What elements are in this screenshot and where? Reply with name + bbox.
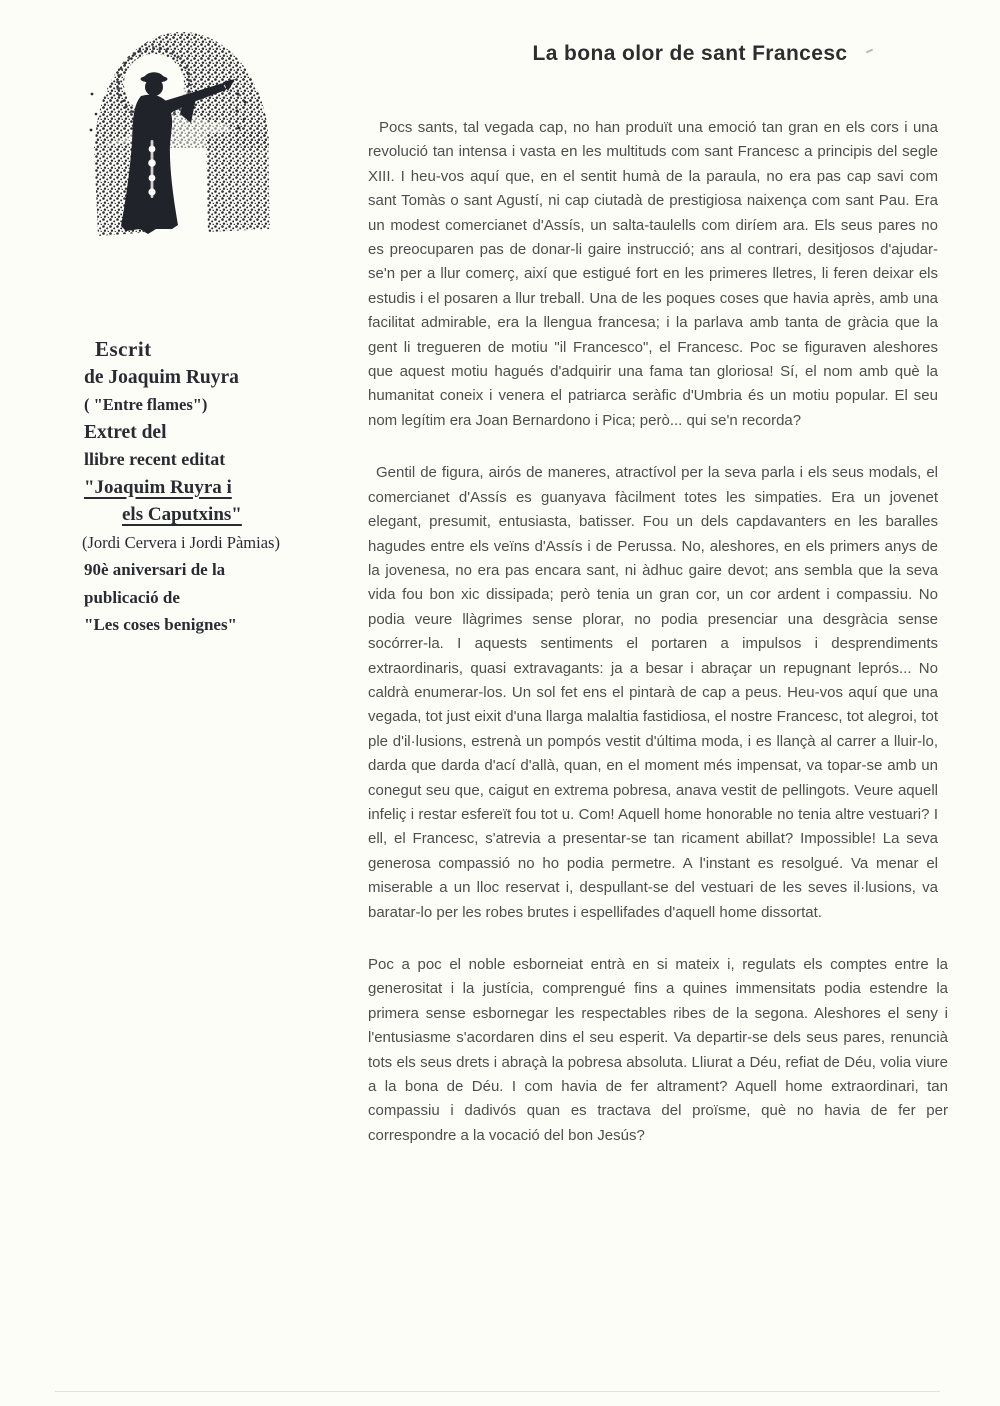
credit-editors: (Jordi Cervera i Jordi Pàmias) — [82, 532, 280, 552]
page-title: La bona olor de sant Francesc — [532, 42, 848, 65]
article-paragraph-2: Gentil de figura, airós de maneres, atractívol per la seva parla i els seus modals, el comercianet d'Assís es guanyava fàcilment totes les simpaties. Era un jovenet elegant, presumit, entusiasta, batisser. Fou un dels capdavanters en les baralles hagudes entre els veïns d'Assís i de Perussa. No, aleshores, en els primers anys de la jovenesa, no era pas encara sant, ni àdhuc gaire devot; ans sembla que la seva vida fou bon xic dissipada; però tenia un gran cor, un cor ardent i compassiu. No podia veure llàgrimes sense plorar, no podia presenciar una desgràcia sense socórrer-la. I aquests sentiments el portaren a impulsos i desprendiments extraordinaris, quasi extravagants: ja a besar i abraçar un repugnant leprós... No caldrà enumerar-los. Un sol fet ens el pintarà de cap a peus. Heu-vos aquí que una vegada, tot just eixit d'una llarga malaltia fastidiosa, el nostre Francesc, tot alegroi, tot ple d'il·lusions, estrenà un pompós vestit d'última moda, i es llançà al carrer a lluir-lo, darda que darda d'ací d'allà, quan, en el moment més impensat, va topar-se amb un conegut seu que, caigut en extrema pobresa, anava vestit de pellingots. Veure aquell infeliç i restar esfereït fou tot u. Com! Aquell home honorable no tenia altre vestuari? I ell, el Francesc, s'atrevia a presentar-se tan ricament abillat? Impossible! La seva generosa compassió no ho podia permetre. A l'instant es resolgué. Va menar el miserable a un lloc reservat i, despullant-se del vestuari de les seves il·lusions, va baratar-lo per les robes brutes i espellifades d'aquell home dissortat. — [368, 464, 938, 921]
credit-line-escrit: Escrit — [95, 337, 152, 361]
article-paragraph-1: Pocs sants, tal vegada cap, no han produït una emoció tan gran en els cors i una revolució tan intensa i vasta en les multituds com sant Francesc a principis del segle XIII. I heu-vos aquí que, en el sentit humà de la paraula, no era pas cap savi com sant Tomàs o sant Agustí, ni cap ciutadà de prestigiosa naixença com sant Pau. Era un modest comercianet d'Assís, un salta-taulells com diríem ara. Els seus pares no es preocuparen pas de donar-li gaire instrucció; ans al contrari, desitjosos d'ajudar-se'n per a llur comerç, així que estigué fort en les primeres lletres, li feren deixar els estudis i el posaren a llur treball. Una de les poques coses que havia après, amb una facilitat admirable, era la llengua francesa; i la parlava amb tanta de gràcia que la gent li tregueren de motiu "il Francesco", el Francesc. Poc se figuraven aleshores que aquest motiu hagués d'adquirir una fama tan gloriosa! Sí, el nom amb què la humanitat coneix i venera el patriarca seràfic d'Umbria és un motiu popular. El seu nom legítim era Joan Bernardono i Pica; però... qui se'n recorda? — [368, 119, 938, 429]
credit-anniversary-line-3: "Les coses benignes" — [84, 615, 237, 634]
credit-line-llibre: llibre recent editat — [84, 449, 226, 469]
article-body — [368, 116, 948, 1176]
credit-anniversary-line-1: 90è aniversari de la — [84, 560, 226, 579]
saint-francis-woodcut-illustration — [88, 22, 283, 252]
credit-line-work: ( "Entre flames") — [84, 395, 208, 414]
credit-line-author: de Joaquim Ruyra — [84, 366, 239, 388]
credit-book-title-line-1: "Joaquim Ruyra i — [84, 476, 232, 498]
credit-line-extret: Extret del — [84, 421, 167, 443]
saint-francis-woodcut-icon — [88, 22, 283, 252]
article-paragraph-3: Poc a poc el noble esborneiat entrà en si mateix i, regulats els comptes entre la generositat i la justícia, comprengué fins a quines immensitats podia estendre la primera sense esbornegar les respectables ribes de la segona. Aleshores el seny i l'entusiasme s'acordaren dins el seu esperit. Va departir-se dels seus pares, renuncià tots els seus drets i abraçà la pobresa absoluta. Lliurat a Déu, refiat de Déu, volia viure a la bona de Déu. I com havia de fer altrament? Aquell home extraordinari, tan compassiu i dadivós quan es tractava del proïsme, què no havia de fer per correspondre a la vocació del bon Jesús? — [368, 956, 948, 1144]
credit-anniversary-line-2: publicació de — [84, 587, 180, 607]
sidebar-credits — [84, 336, 350, 639]
credit-book-title-line-2: els Caputxins" — [122, 504, 242, 525]
page-bottom-scan-line — [55, 1391, 940, 1392]
